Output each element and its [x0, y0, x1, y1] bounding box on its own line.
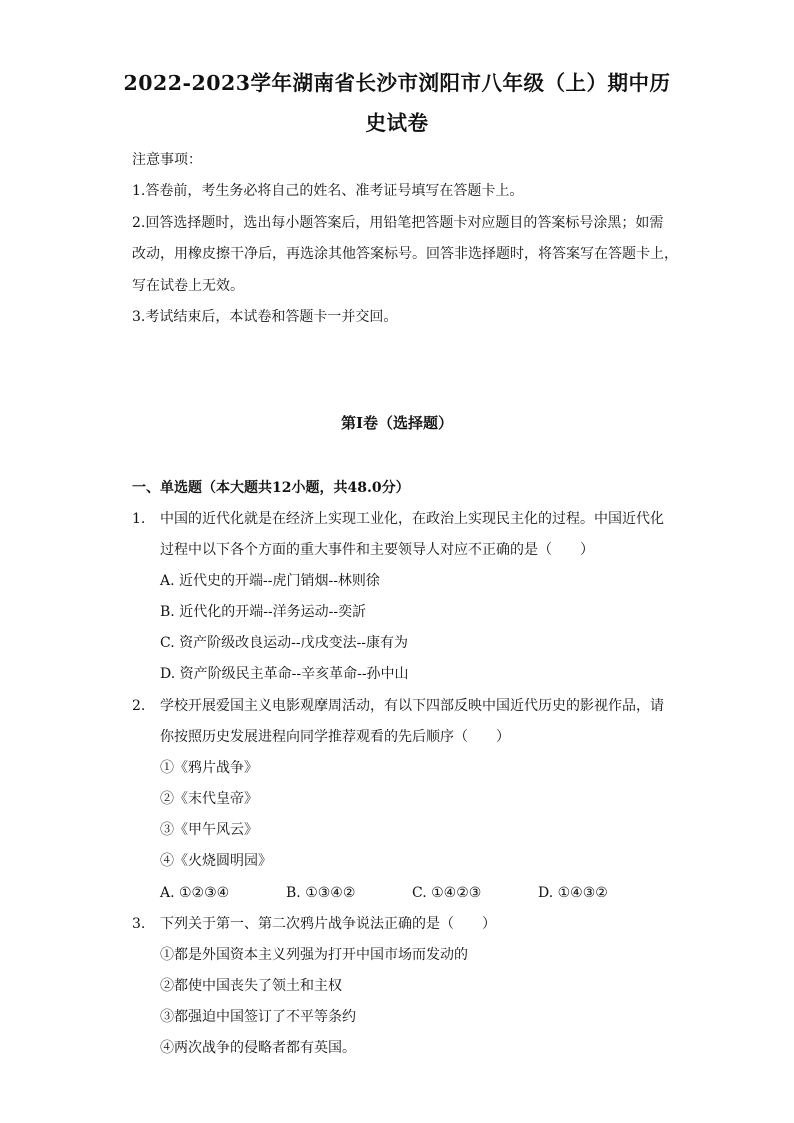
list-item: ②都使中国丧失了领土和主权 — [160, 978, 342, 994]
list-item: ③《甲午风云》 — [160, 822, 258, 838]
answer-option: D. ①④③② — [538, 885, 608, 901]
question-number: 1. — [132, 511, 146, 527]
answer-option: A. 近代史的开端--虎门销烟--林则徐 — [160, 573, 380, 589]
part-heading: 一、单选题（本大题共12小题，共48.0分） — [132, 480, 410, 496]
answer-option: B. 近代化的开端--洋务运动--奕訢 — [160, 604, 367, 620]
answer-option: C. 资产阶级改良运动--戊戌变法--康有为 — [160, 635, 409, 651]
list-item: ④《火烧圆明园》 — [160, 853, 272, 869]
list-item: ③都强迫中国签订了不平等条约 — [160, 1009, 356, 1025]
list-item: ①《鸦片战争》 — [160, 760, 258, 776]
notice-line: 写在试卷上无效。 — [132, 278, 244, 294]
list-item: ②《末代皇帝》 — [160, 791, 258, 807]
notice-line: 1.答卷前，考生务必将自己的姓名、准考证号填写在答题卡上。 — [132, 183, 524, 199]
question-text: 过程中以下各个方面的重大事件和主要领导人对应不正确的是（ ） — [160, 542, 594, 558]
list-item: ①都是外国资本主义列强为打开中国市场而发动的 — [160, 947, 468, 963]
section-title: 第I卷（选择题） — [340, 414, 454, 432]
answer-option: D. 资产阶级民主革命--辛亥革命--孙中山 — [160, 666, 409, 682]
answer-option: B. ①③④② — [286, 885, 356, 901]
list-item: ④两次战争的侵略者都有英国。 — [160, 1040, 356, 1056]
question-text: 下列关于第一、第二次鸦片战争说法正确的是（ ） — [160, 916, 496, 932]
notice-line: 2.回答选择题时，选出每小题答案后，用铅笔把答题卡对应题目的答案标号涂黑；如需 — [132, 215, 664, 231]
question-number: 3. — [132, 916, 146, 932]
exam-title-line-2: 史试卷 — [365, 111, 429, 135]
question-text: 你按照历史发展进程向同学推荐观看的先后顺序（ ） — [160, 729, 510, 745]
notice-line: 3.考试结束后，本试卷和答题卡一并交回。 — [132, 309, 398, 325]
question-text: 中国的近代化就是在经济上实现工业化，在政治上实现民主化的过程。中国近代化 — [160, 511, 664, 527]
answer-option: A. ①②③④ — [160, 885, 230, 901]
exam-title-line-1: 2022-2023学年湖南省长沙市浏阳市八年级（上）期中历 — [123, 71, 671, 95]
notice-line: 改动，用橡皮擦干净后，再选涂其他答案标号。回答非选择题时，将答案写在答题卡上， — [132, 246, 678, 262]
answer-option: C. ①④②③ — [412, 885, 482, 901]
notice-heading: 注意事项： — [132, 152, 202, 168]
question-text: 学校开展爱国主义电影观摩周活动，有以下四部反映中国近代历史的影视作品，请 — [160, 698, 664, 714]
question-number: 2. — [132, 698, 146, 714]
